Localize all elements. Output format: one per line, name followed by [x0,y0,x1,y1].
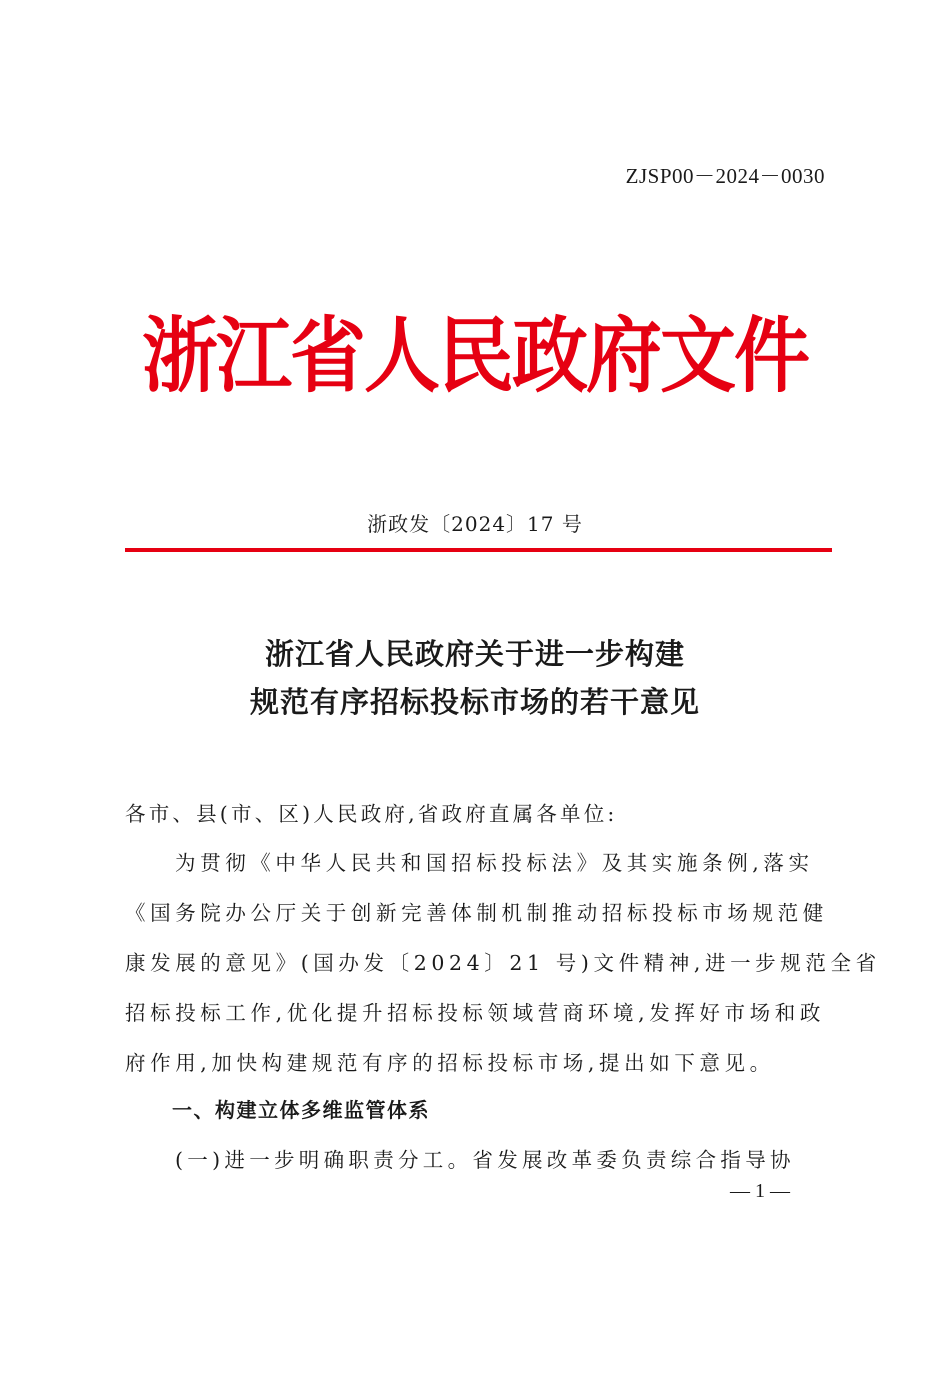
item-line: (一)进一步明确职责分工。省发展改革委负责综合指导协 [175,1148,795,1172]
title-line-2: 规范有序招标投标市场的若干意见 [249,685,700,719]
section-heading: 一、构建立体多维监管体系 [172,1098,430,1122]
salutation: 各市、县(市、区)人民政府,省政府直属各单位: [125,802,618,826]
paragraph-line: 《国务院办公厅关于创新完善体制机制推动招标投标市场规范健 [125,901,828,925]
paragraph-line: 康发展的意见》(国办发〔2024〕21 号)文件精神,进一步规范全省 [125,951,881,975]
paragraph-line: 府作用,加快构建规范有序的招标投标市场,提出如下意见。 [125,1051,775,1075]
intro-paragraph [125,838,881,1088]
red-divider-line [125,548,832,552]
document-number: 浙政发〔2024〕17 号 [367,512,583,536]
paragraph-line: 为贯彻《中华人民共和国招标投标法》及其实施条例,落实 [175,851,814,875]
document-title [0,630,950,726]
page-number: — 1 — [730,1180,790,1202]
title-line-1: 浙江省人民政府关于进一步构建 [264,637,685,671]
issuer-title: 浙江省人民政府文件 [142,307,808,404]
paragraph-line: 招标投标工作,优化提升招标投标领域营商环境,发挥好市场和政 [125,1001,825,1025]
document-code: ZJSP00－2024－0030 [625,164,825,188]
